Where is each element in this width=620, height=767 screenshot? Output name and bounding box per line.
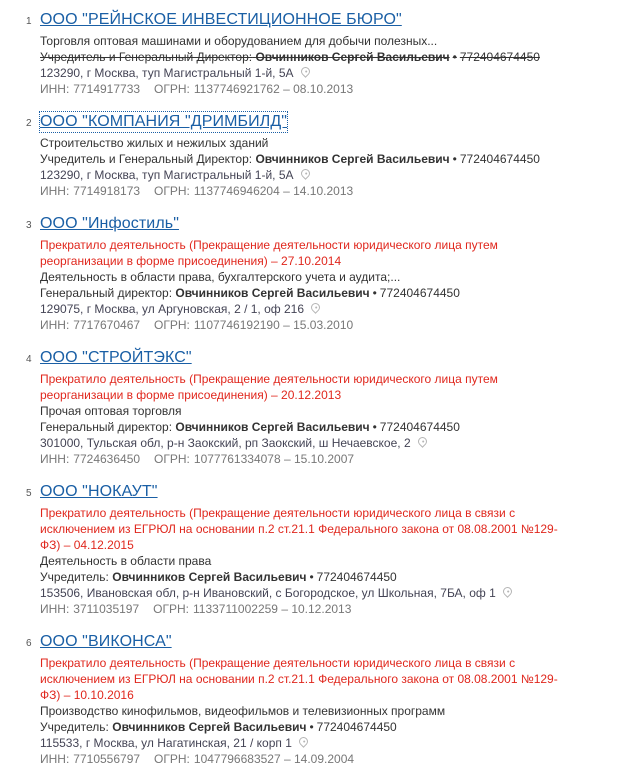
company-title-link[interactable]: ООО "СТРОЙТЭКС" [40,349,192,366]
company-address [40,585,560,601]
inn-label: ИНН: [40,602,70,616]
inn-value: 3711035197 [73,602,140,616]
company-status: Прекратило деятельность (Прекращение деятельности юридического лица в связи с исключением из ЕГРЮЛ на основании п.2 ст.21.1 Федерального закона от 08.08.2001 №129-ФЗ) – 10.10.2016 [40,656,558,702]
ogrn-label: ОГРН: [154,318,190,332]
ogrn-label: ОГРН: [154,82,190,96]
company-founder: Генеральный директор: Овчинников Сергей Васильевич • 772404674450 [40,286,460,300]
ogrn-value: 1077761334078 [193,452,281,466]
founder-role: Учредитель и Генеральный Директор: [40,50,253,64]
map-pin-icon[interactable] [416,435,429,448]
founder-name[interactable]: Овчинников Сергей Васильевич [175,286,370,300]
company-status: Прекратило деятельность (Прекращение деятельности юридического лица путем реорганизации в форме присоединения) – 20.12.2013 [40,372,498,402]
founder-inn: 772404674450 [459,152,540,166]
ogrn-value: 1107746192190 [193,318,280,332]
founder-inn: 772404674450 [459,50,540,64]
ogrn-label: ОГРН: [153,602,189,616]
company-title-link[interactable]: ООО "ВИКОНСА" [40,633,172,650]
founder-inn: 772404674450 [379,286,460,300]
item-number: 4 [26,354,32,365]
founder-role: Учредитель и Генеральный Директор: [40,152,253,166]
ogrn-value: 1137746921762 [193,82,280,96]
map-pin-icon[interactable] [309,301,322,314]
founder-name[interactable]: Овчинников Сергей Васильевич [255,50,450,64]
item-number: 5 [26,488,32,499]
company-title-link[interactable]: ООО "Инфостиль" [40,215,179,232]
company-registry: ИНН: 7710556797 ОГРН: 1047796683527 – 14.09.2004 [40,752,355,766]
ogrn-label: ОГРН: [154,752,190,766]
company-registry: ИНН: 7724636450 ОГРН: 1077761334078 – 15.10.2007 [40,452,355,466]
company-address [40,435,560,451]
company-item [0,10,620,97]
registration-date: 14.10.2013 [293,184,354,198]
map-pin-icon[interactable] [299,65,312,78]
company-founder: Учредитель: Овчинников Сергей Васильевич • 772404674450 [40,720,397,734]
company-founder: Учредитель и Генеральный Директор: Овчинников Сергей Васильевич • 772404674450 [40,50,540,64]
address-text: 153506, Ивановская обл, р-н Ивановский, с Богородское, ул Школьная, 7БА, оф 1 [40,586,496,600]
registration-date: 14.09.2004 [294,752,355,766]
inn-label: ИНН: [40,752,70,766]
registration-date: 08.10.2013 [293,82,354,96]
company-registry: ИНН: 7714917733 ОГРН: 1137746921762 – 08.10.2013 [40,82,354,96]
founder-role: Генеральный директор: [40,286,173,300]
founder-name[interactable]: Овчинников Сергей Васильевич [112,720,307,734]
address-text: 123290, г Москва, туп Магистральный 1-й, 5А [40,168,294,182]
registration-date: 15.03.2010 [293,318,354,332]
company-registry: ИНН: 7717670467 ОГРН: 1107746192190 – 15.03.2010 [40,318,354,332]
company-title-link[interactable]: ООО "КОМПАНИЯ "ДРИМБИЛД" [40,113,288,130]
company-activity: Производство кинофильмов, видеофильмов и телевизионных программ [40,704,446,718]
company-status: Прекратило деятельность (Прекращение деятельности юридического лица в связи с исключением из ЕГРЮЛ на основании п.2 ст.21.1 Федерального закона от 08.08.2001 №129-ФЗ) – 04.12.2015 [40,506,558,552]
inn-value: 7714918173 [73,184,141,198]
inn-label: ИНН: [40,184,70,198]
item-number: 6 [26,638,32,649]
inn-label: ИНН: [40,318,70,332]
ogrn-value: 1137746946204 [193,184,280,198]
founder-inn: 772404674450 [316,720,397,734]
company-status: Прекратило деятельность (Прекращение деятельности юридического лица путем реорганизации в форме присоединения) – 27.10.2014 [40,238,498,268]
address-text: 115533, г Москва, ул Нагатинская, 21 / корп 1 [40,736,292,750]
founder-role: Учредитель: [40,570,109,584]
company-item [0,482,620,617]
ogrn-label: ОГРН: [154,184,190,198]
item-number: 3 [26,220,32,231]
company-registry: ИНН: 7714918173 ОГРН: 1137746946204 – 14.10.2013 [40,184,354,198]
address-text: 301000, Тульская обл, р-н Заокский, рп Заокский, ш Нечаевское, 2 [40,436,411,450]
company-title-link[interactable]: ООО "НОКАУТ" [40,483,158,500]
company-address [40,65,560,81]
company-activity: Деятельность в области права, бухгалтерского учета и аудита;... [40,270,401,284]
company-registry: ИНН: 3711035197 ОГРН: 1133711002259 – 10.12.2013 [40,602,352,616]
map-pin-icon[interactable] [297,735,310,748]
address-text: 123290, г Москва, туп Магистральный 1-й, 5А [40,66,294,80]
company-founder: Генеральный директор: Овчинников Сергей Васильевич • 772404674450 [40,420,460,434]
inn-value: 7714917733 [73,82,141,96]
company-activity: Деятельность в области права [40,554,212,568]
company-item [0,214,620,333]
registration-date: 15.10.2007 [294,452,355,466]
address-text: 129075, г Москва, ул Аргуновская, 2 / 1, оф 216 [40,302,304,316]
company-address [40,301,560,317]
item-number: 1 [26,16,32,27]
company-founder: Учредитель и Генеральный Директор: Овчинников Сергей Васильевич • 772404674450 [40,152,540,166]
inn-value: 7724636450 [73,452,141,466]
founder-name[interactable]: Овчинников Сергей Васильевич [112,570,307,584]
company-address [40,167,560,183]
ogrn-value: 1133711002259 [193,602,278,616]
founder-inn: 772404674450 [316,570,397,584]
inn-label: ИНН: [40,82,70,96]
map-pin-icon[interactable] [299,167,312,180]
ogrn-value: 1047796683527 [193,752,281,766]
company-address [40,735,560,751]
registration-date: 10.12.2013 [291,602,352,616]
map-pin-icon[interactable] [501,585,514,598]
item-number: 2 [26,118,32,129]
founder-name[interactable]: Овчинников Сергей Васильевич [255,152,450,166]
founder-inn: 772404674450 [379,420,460,434]
company-item [0,348,620,467]
company-activity: Прочая оптовая торговля [40,404,182,418]
company-activity: Торговля оптовая машинами и оборудованием для добычи полезных... [40,34,438,48]
founder-role: Генеральный директор: [40,420,173,434]
company-founder: Учредитель: Овчинников Сергей Васильевич • 772404674450 [40,570,397,584]
ogrn-label: ОГРН: [154,452,190,466]
inn-value: 7710556797 [73,752,141,766]
inn-value: 7717670467 [73,318,141,332]
founder-name[interactable]: Овчинников Сергей Васильевич [175,420,370,434]
company-item [0,112,620,199]
company-title-link[interactable]: ООО "РЕЙНСКОЕ ИНВЕСТИЦИОННОЕ БЮРО" [40,11,402,28]
founder-role: Учредитель: [40,720,109,734]
inn-label: ИНН: [40,452,70,466]
company-item [0,632,620,767]
company-activity: Строительство жилых и нежилых зданий [40,136,269,150]
